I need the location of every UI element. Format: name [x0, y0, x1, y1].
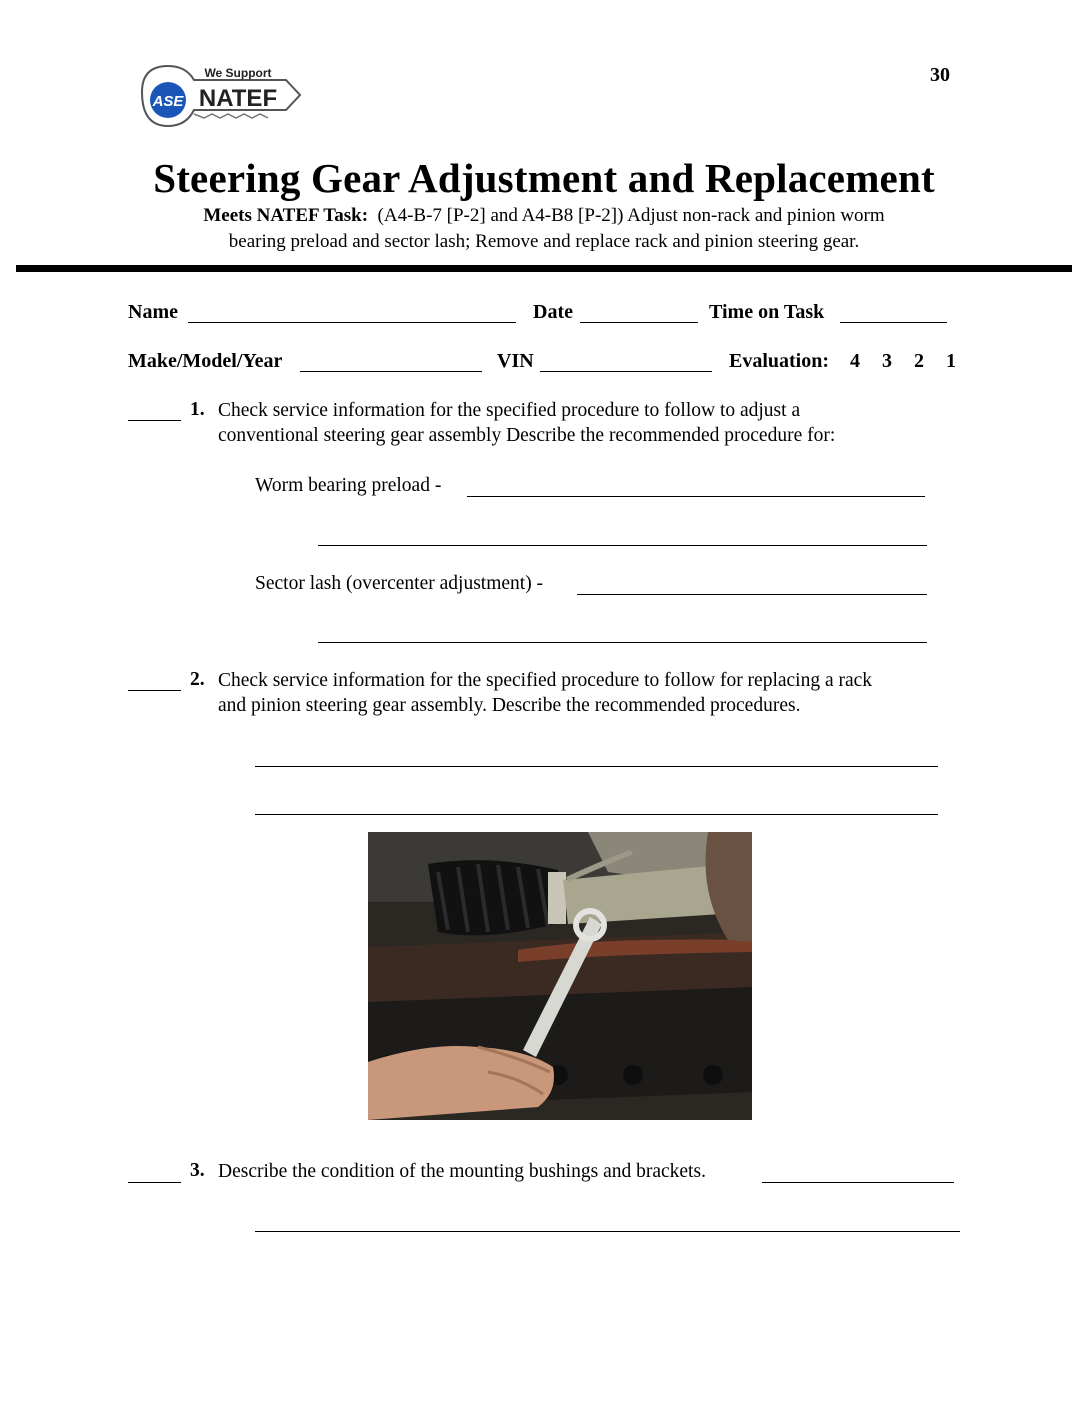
logo-top-text: We Support: [204, 66, 272, 80]
q1-line1: Check service information for the specified procedure to follow to adjust a: [218, 400, 801, 421]
time-on-task-field[interactable]: [840, 322, 947, 323]
q1-number: 1.: [190, 399, 205, 420]
time-on-task-label: Time on Task: [709, 301, 825, 323]
task-description: [0, 203, 1088, 255]
header-divider: [16, 265, 1072, 272]
natef-key-logo-icon: [134, 62, 304, 132]
evaluation-label: Evaluation:: [729, 350, 830, 372]
q3-line1: Describe the condition of the mounting bushings and brackets.: [218, 1161, 706, 1182]
evaluation-score-2[interactable]: 2: [914, 350, 924, 372]
task-label: Meets NATEF Task:: [203, 205, 369, 226]
evaluation-scores: [850, 350, 978, 373]
q2-number: 2.: [190, 669, 205, 690]
vin-label: VIN: [497, 350, 534, 372]
worm-bearing-answer-line-2[interactable]: [318, 545, 927, 546]
task-line2: bearing preload and sector lash; Remove and replace rack and pinion steering gear.: [228, 231, 860, 252]
natef-logo: [134, 62, 304, 132]
date-label: Date: [533, 301, 573, 323]
worm-bearing-answer-line-1[interactable]: [467, 496, 925, 497]
task-line1: (A4-B-7 [P-2] and A4-B8 [P-2]) Adjust non-rack and pinion worm: [377, 205, 885, 226]
sector-lash-label: Sector lash (overcenter adjustment) -: [255, 573, 544, 594]
q2-answer-line-2[interactable]: [255, 814, 938, 815]
worm-bearing-label: Worm bearing preload -: [255, 475, 442, 496]
date-field[interactable]: [580, 322, 698, 323]
sector-lash-answer-line-2[interactable]: [318, 642, 927, 643]
make-model-year-field[interactable]: [300, 371, 482, 372]
q3-check-blank[interactable]: [128, 1182, 181, 1183]
q1-line2: conventional steering gear assembly Describe the recommended procedure for:: [218, 425, 836, 446]
q3-answer-line-2[interactable]: [255, 1231, 960, 1232]
page-number: 30: [930, 64, 950, 86]
page-title: Steering Gear Adjustment and Replacement: [153, 155, 935, 201]
q3-number: 3.: [190, 1160, 205, 1181]
q2-check-blank[interactable]: [128, 690, 181, 691]
q2-line2: and pinion steering gear assembly. Describe the recommended procedures.: [218, 695, 801, 716]
q2-answer-line-1[interactable]: [255, 766, 938, 767]
logo-badge: ASE: [152, 93, 184, 110]
make-model-year-label: Make/Model/Year: [128, 350, 283, 372]
q2-line1: Check service information for the specified procedure to follow for replacing a rack: [218, 670, 873, 691]
evaluation-score-4[interactable]: 4: [850, 350, 860, 372]
sector-lash-answer-line-1[interactable]: [577, 594, 927, 595]
q3-answer-line-1[interactable]: [762, 1182, 954, 1183]
evaluation-score-1[interactable]: 1: [946, 350, 956, 372]
name-label: Name: [128, 301, 178, 323]
logo-main-text: NATEF: [198, 85, 278, 112]
q1-check-blank[interactable]: [128, 420, 181, 421]
evaluation-score-3[interactable]: 3: [882, 350, 892, 372]
steering-gear-photo: [368, 832, 752, 1120]
vin-field[interactable]: [540, 371, 712, 372]
name-field[interactable]: [188, 322, 516, 323]
